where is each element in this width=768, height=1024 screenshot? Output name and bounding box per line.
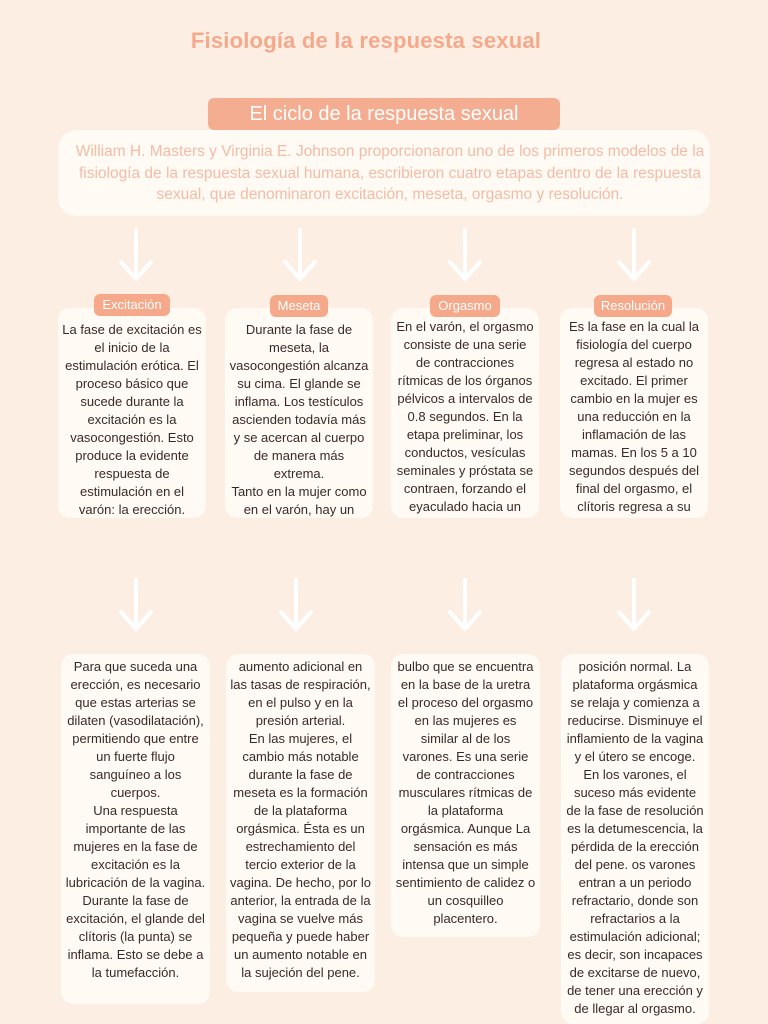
section-subtitle: El ciclo de la respuesta sexual xyxy=(208,98,560,130)
arrow-down-icon xyxy=(118,228,154,282)
phase-label-meseta: Meseta xyxy=(270,295,328,317)
phase-label-excitacion: Excitación xyxy=(94,294,170,316)
card-text: bulbo que se encuentra en la base de la uretra el proceso del orgasmo en las mujeres es similar al de los varones. Es una serie de contracciones musculares rítmicas de la plataforma orgásmica. Aunque La sensación es más intensa que un simple sentimiento de calidez o un cosquilleo placentero. xyxy=(395,659,536,926)
card-text: Es la fase en la cual la fisiología del cuerpo regresa al estado no excitado. El primer cambio en la mujer es una reducción en la inflamación de las mamas. En los 5 a 10 segundos después del final del orgasmo, el clítoris regresa a su xyxy=(568,319,700,514)
card-text: aumento adicional en las tasas de respiración, en el pulso y en la presión arterial. En las mujeres, el cambio más notable durante la fase de meseta es la formación de la plataforma orgásmica. Ésta es un estrechamiento del tercio exterior de la vagina. De hecho, por lo anterior, la entrada de la vagina se vuelve más pequeña y puede haber un aumento notable en la sujeción del pene. xyxy=(230,659,371,980)
card-text: Para que suceda una erección, es necesario que estas arterias se dilaten (vasodilatación), permitiendo que entre un fuerte flujo sanguíneo a los cuerpos. Una respuesta importante de las mujeres en la fase de excitación es la lubricación de la vagina. Durante la fase de excitación, el glande del clítoris (la punta) se inflama. Esto se debe a la tumefacción. xyxy=(65,659,206,980)
arrow-down-icon xyxy=(616,578,652,632)
arrow-down-icon xyxy=(616,228,652,282)
card-text: En el varón, el orgasmo consiste de una serie de contracciones rítmicas de los órganos pélvicos a intervalos de 0.8 segundos. En la etapa preliminar, los conductos, vesículas seminales y próstata se contraen, forzando el eyaculado hacia un xyxy=(396,319,534,514)
arrow-down-icon xyxy=(447,228,483,282)
card-text: Durante la fase de meseta, la vasocongestión alcanza su cima. El glande se inflama. Los testículos ascienden todavía más y se acercan al cuerpo de manera más extrema. Tanto en la mujer como en el varón, hay un xyxy=(229,322,369,517)
phase-label-orgasmo: Orgasmo xyxy=(430,295,500,317)
card-meseta-top xyxy=(225,308,373,518)
card-excitacion-bottom xyxy=(61,654,210,1004)
arrow-down-icon xyxy=(447,578,483,632)
card-resolucion-top xyxy=(560,308,708,518)
card-meseta-bottom xyxy=(226,654,375,992)
card-text: posición normal. La plataforma orgásmica se relaja y comienza a reducirse. Disminuye el inflamiento de la vagina y el útero se encoge. En los varones, el suceso más evidente de la fase de resolución es la detumescencia, la pérdida de la erección del pene. os varones entran a un periodo refractario, donde son refractarios a la estimulación adicional; es decir, son incapaces de excitarse de nuevo, de tener una erección y de llegar al orgasmo. xyxy=(566,659,704,1016)
phase-label-resolucion: Resolución xyxy=(594,295,672,317)
intro-text: William H. Masters y Virginia E. Johnson proporcionaron uno de los primeros modelos de la fisiología de la respuesta sexual humana, escribieron cuatro etapas dentro de la respuesta sexual, que denominaron excitación, meseta, orgasmo y resolución. xyxy=(75,143,705,203)
page-title: Fisiología de la respuesta sexual xyxy=(190,28,542,53)
arrow-down-icon xyxy=(282,228,318,282)
arrow-down-icon xyxy=(278,578,314,632)
card-excitacion-top xyxy=(58,308,206,518)
card-orgasmo-bottom xyxy=(391,654,540,937)
card-text: La fase de excitación es el inicio de la estimulación erótica. El proceso básico que sucede durante la excitación es la vasocongestión. Esto produce la evidente respuesta de estimulación en el varón: la erección. xyxy=(62,322,202,517)
arrow-down-icon xyxy=(118,578,154,632)
card-resolucion-bottom xyxy=(561,654,709,1024)
card-orgasmo-top xyxy=(391,308,539,518)
